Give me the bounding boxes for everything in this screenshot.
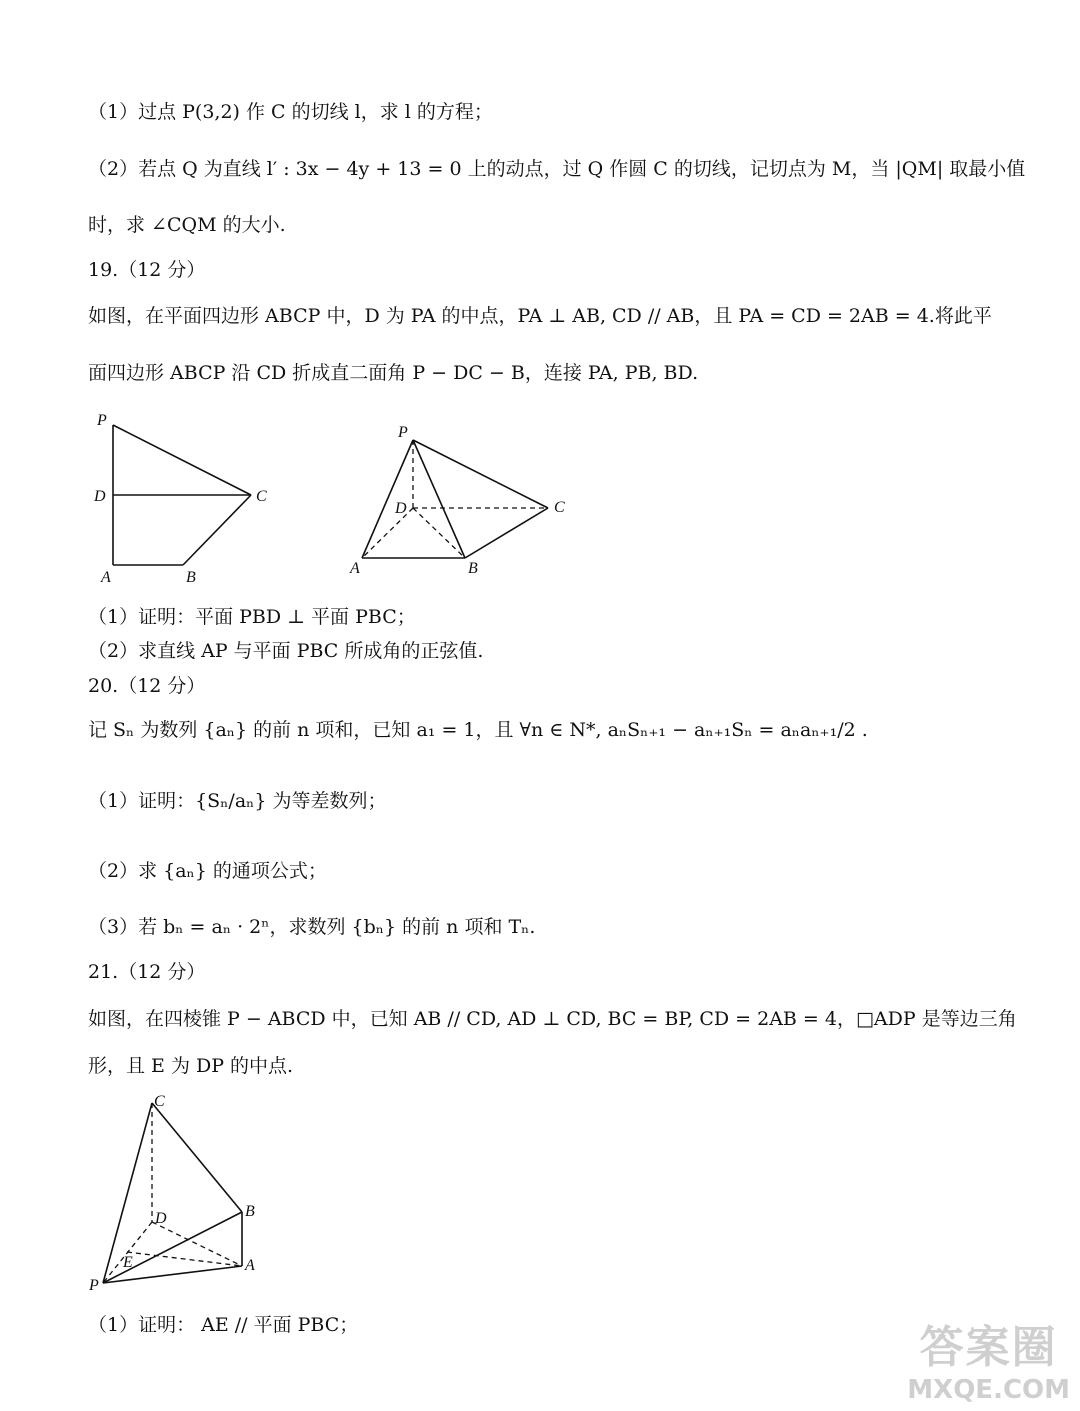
q21-stem-line2: 形，且 E 为 DP 的中点. (88, 1055, 294, 1077)
fig3-label-A: A (245, 1257, 255, 1274)
fig1-label-A: A (101, 569, 111, 586)
q19-heading: 19.（12 分） (88, 259, 206, 281)
q19-part1: （1）证明：平面 PBD ⊥ 平面 PBC； (88, 606, 416, 628)
q21-stem-line1: 如图，在四棱锥 P − ABCD 中，已知 AB // CD, AD ⊥ CD, BC = BP, CD = 2AB = 4，□ADP 是等边三角 (88, 1008, 1017, 1030)
fig2-label-P: P (398, 424, 408, 441)
q21-heading: 21.（12 分） (88, 961, 206, 983)
q21-part1: （1）证明： AE // 平面 PBC； (88, 1314, 359, 1336)
fig3-label-B: B (245, 1203, 255, 1220)
q20-heading: 20.（12 分） (88, 675, 206, 697)
q20-stem: 记 Sₙ 为数列 {aₙ} 的前 n 项和，已知 a₁ = 1，且 ∀n ∈ N*, aₙSₙ₊₁ − aₙ₊₁Sₙ = aₙaₙ₊₁/2 . (88, 719, 868, 741)
q18-part1: （1）过点 P(3,2) 作 C 的切线 l，求 l 的方程； (88, 101, 493, 123)
fig2-label-B: B (468, 560, 478, 577)
fig3-label-D: D (155, 1210, 167, 1227)
figure-quadrangular-pyramid (85, 1090, 275, 1295)
watermark-logo-text: 答案圈 (919, 1322, 1058, 1373)
fig1-label-P: P (97, 412, 107, 429)
fig2-label-C: C (554, 499, 565, 516)
fig1-label-D: D (94, 488, 106, 505)
fig2-label-D: D (395, 500, 407, 517)
fig1-label-C: C (256, 488, 267, 505)
q20-part3: （3）若 bₙ = aₙ · 2ⁿ，求数列 {bₙ} 的前 n 项和 Tₙ. (88, 916, 536, 938)
q18-part2-line1: （2）若点 Q 为直线 l′ : 3x − 4y + 13 = 0 上的动点，过 Q 作圆 C 的切线，记切点为 M，当 |QM| 取最小值 (88, 158, 1026, 180)
q19-stem-line1: 如图，在平面四边形 ABCP 中，D 为 PA 的中点，PA ⊥ AB, CD // AB，且 PA = CD = 2AB = 4.将此平 (88, 305, 992, 327)
fig2-label-A: A (350, 560, 360, 577)
fig3-label-E: E (123, 1254, 133, 1271)
fig1-label-B: B (186, 569, 196, 586)
watermark-url: MXQE.COM (907, 1375, 1070, 1405)
q18-part2-line2: 时，求 ∠CQM 的大小. (88, 214, 286, 236)
q19-stem-line2: 面四边形 ABCP 沿 CD 折成直二面角 P − DC − B，连接 PA, PB, BD. (88, 362, 699, 384)
fig3-label-C: C (154, 1093, 165, 1110)
q20-part1: （1）证明：{Sₙ/aₙ} 为等差数列； (88, 790, 387, 812)
q20-part2: （2）求 {aₙ} 的通项公式； (88, 860, 327, 882)
fig3-label-P: P (89, 1277, 99, 1294)
q19-part2: （2）求直线 AP 与平面 PBC 所成角的正弦值. (88, 640, 484, 662)
figure-folded-pyramid (340, 420, 580, 585)
figure-planar-quadrilateral (88, 405, 288, 590)
watermark (907, 1311, 1070, 1405)
